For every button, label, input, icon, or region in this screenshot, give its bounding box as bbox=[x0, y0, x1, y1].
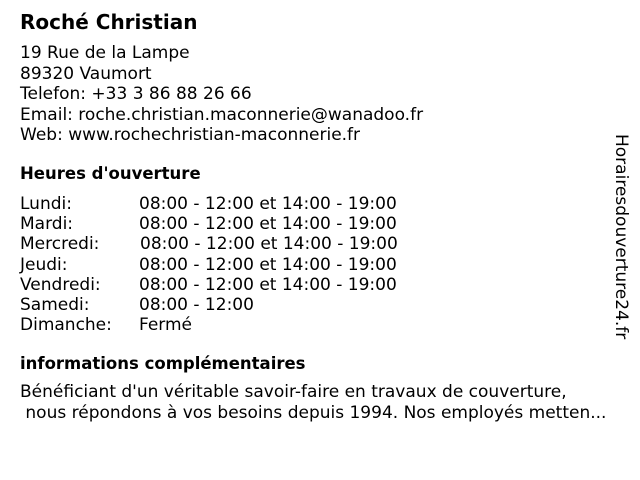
hours-time: Fermé bbox=[139, 315, 193, 336]
address-street: 19 Rue de la Lampe bbox=[20, 43, 190, 63]
hours-day: Jeudi: bbox=[20, 254, 68, 275]
address-city: 89320 Vaumort bbox=[20, 63, 152, 84]
hours-time: 08:00 - 12:00 bbox=[139, 294, 254, 315]
hours-time: 08:00 - 12:00 et 14:00 - 19:00 bbox=[139, 194, 397, 214]
hours-day: Mercredi: bbox=[20, 234, 100, 255]
site-watermark bbox=[610, 134, 634, 370]
hours-time: 08:00 - 12:00 et 14:00 - 19:00 bbox=[139, 254, 397, 275]
hours-day: Vendredi: bbox=[20, 274, 101, 295]
phone-number: Telefon: +33 3 86 88 26 66 bbox=[20, 84, 252, 104]
business-name: Roché Christian bbox=[20, 10, 198, 34]
additional-info-text bbox=[20, 382, 606, 424]
additional-info-heading: informations complémentaires bbox=[20, 354, 306, 373]
hours-day: Lundi: bbox=[20, 194, 72, 214]
opening-hours-heading: Heures d'ouverture bbox=[20, 164, 201, 183]
additional-info-line-2: nous répondons à vos besoins depuis 1994. Nos employés metten... bbox=[20, 403, 607, 423]
site-watermark-text: Horairesdouverture24.fr bbox=[611, 134, 631, 340]
hours-day: Samedi: bbox=[20, 294, 90, 315]
hours-time: 08:00 - 12:00 et 14:00 - 19:00 bbox=[139, 274, 397, 295]
website-address: Web: www.rochechristian-maconnerie.fr bbox=[20, 125, 361, 145]
email-address: Email: roche.christian.maconnerie@wanadoo.fr bbox=[20, 104, 424, 125]
hours-day: Dimanche: bbox=[20, 315, 112, 336]
hours-day: Mardi: bbox=[20, 214, 74, 235]
contact-block bbox=[20, 43, 423, 146]
hours-time: 08:00 - 12:00 et 14:00 - 19:00 bbox=[140, 234, 398, 255]
hours-time: 08:00 - 12:00 et 14:00 - 19:00 bbox=[139, 214, 397, 235]
additional-info-line-1: Bénéficiant d'un véritable savoir-faire en travaux de couverture, bbox=[20, 382, 567, 402]
